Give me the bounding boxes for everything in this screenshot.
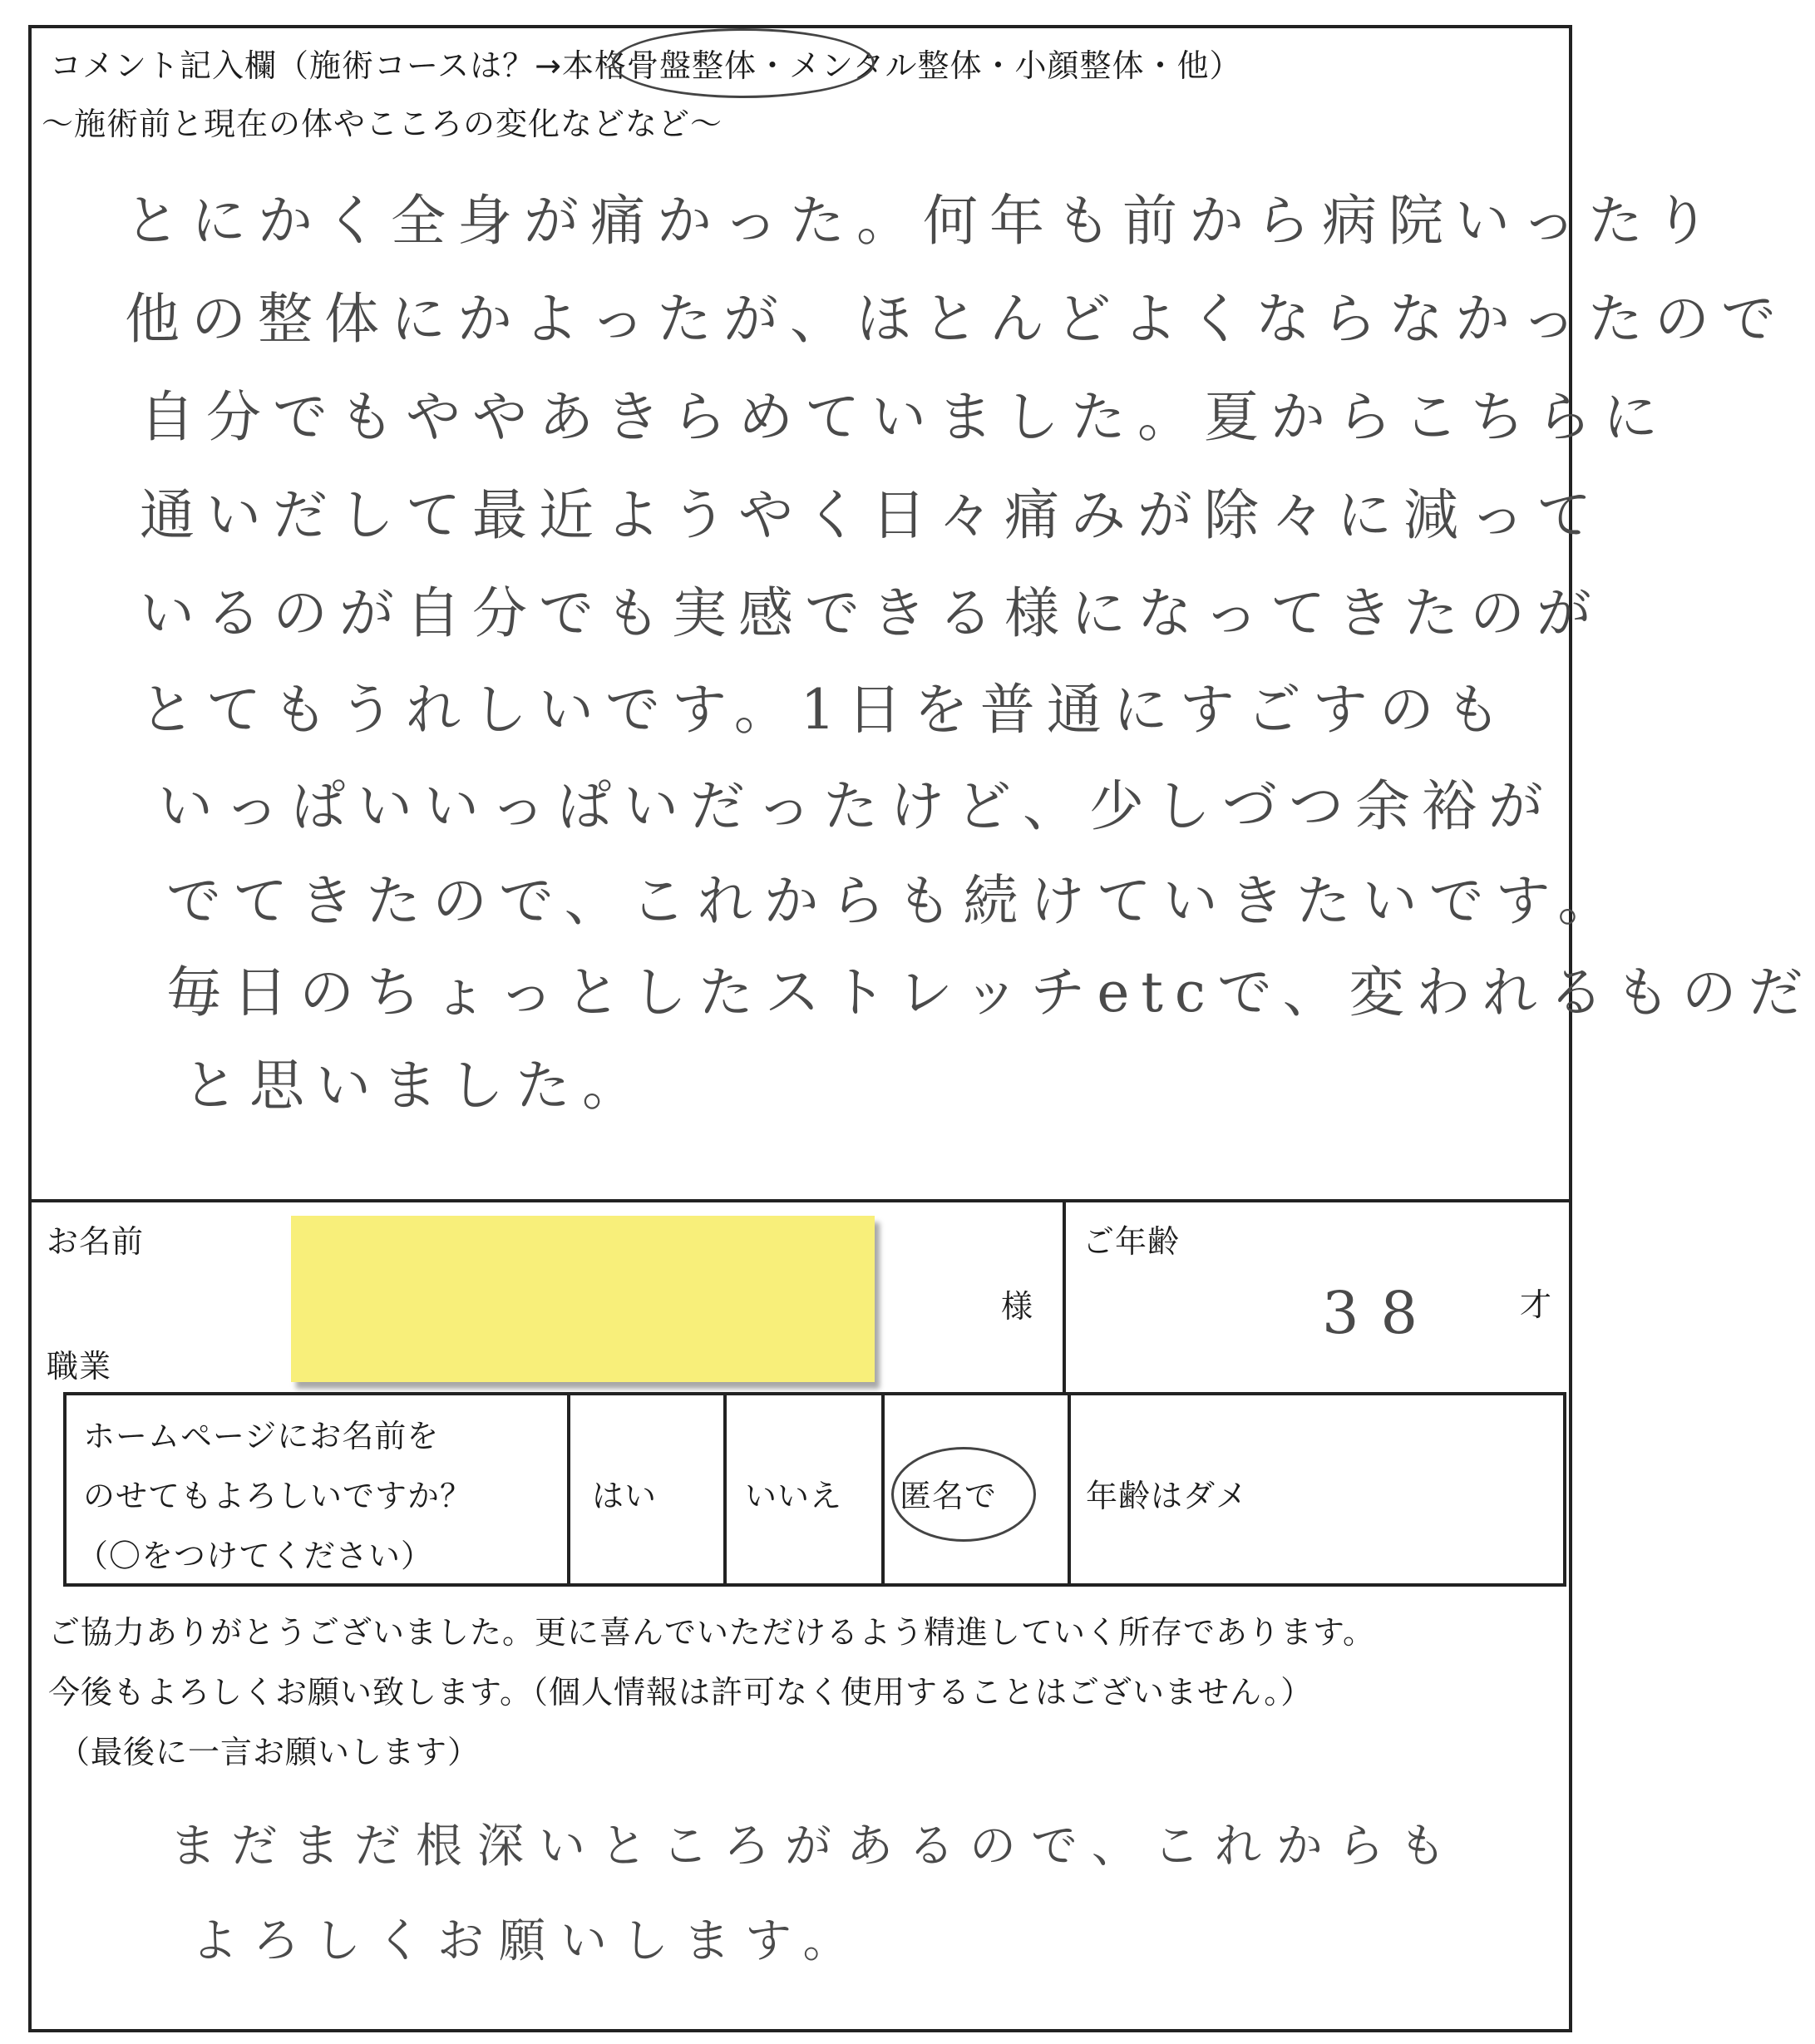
table-divider: [1068, 1392, 1071, 1587]
table-divider: [567, 1392, 570, 1587]
comment-line: 通いだして最近ようやく日々痛みが除々に減って: [140, 483, 1603, 547]
table-divider: [881, 1392, 885, 1587]
header-prefix: コメント記入欄（施術コースは？→: [50, 47, 562, 84]
header-line-2: ～施術前と現在の体やこころの変化などなど～: [42, 106, 723, 142]
comment-line: と思いました。: [183, 1054, 649, 1118]
consent-question-line: （〇をつけてください）: [76, 1538, 434, 1574]
age-note: 年齢はダメ: [1086, 1478, 1249, 1514]
last-word-line: よろしくお願いします。: [191, 1914, 865, 1968]
comment-line: とてもうれしいです。1日を普通にすごすのも: [140, 678, 1512, 742]
comment-line: いるのが自分でも実感できる様になってきたのが: [140, 581, 1603, 645]
option-anonymous: 匿名で: [900, 1478, 998, 1514]
table-divider: [723, 1392, 727, 1587]
consent-question-line: のせてもよろしいですか？: [83, 1478, 473, 1514]
header-suffix: ・メンタル整体・小顔整体・他）: [756, 47, 1242, 84]
regards-text: 今後もよろしくお願い致します。（個人情報は許可なく使用することはございません。）: [48, 1674, 1314, 1711]
thanks-text: ご協力ありがとうございました。更に喜んでいただけるよう精進していく所存であります。: [48, 1614, 1375, 1651]
option-yes: はい: [592, 1478, 658, 1514]
age-label: ご年齢: [1083, 1223, 1181, 1260]
job-label: 職業: [47, 1348, 112, 1385]
option-no: いいえ: [745, 1478, 843, 1514]
comment-line: でてきたので、これからも続けていきたいです。: [166, 869, 1625, 933]
comment-line: いっぱいいっぱいだったけど、少しづつ余裕が: [158, 774, 1555, 838]
last-word-label: （最後に一言お願いします）: [58, 1734, 481, 1770]
age-value: 38: [1322, 1279, 1440, 1347]
name-label: お名前: [47, 1223, 145, 1260]
last-word-line: まだまだ根深いところがあるので、これからも: [170, 1819, 1461, 1874]
age-divider: [1063, 1199, 1066, 1392]
honorific-label: 様: [1001, 1288, 1034, 1325]
section-divider: [30, 1199, 1571, 1202]
age-unit: 才: [1520, 1286, 1553, 1323]
comment-line: 自分でもややあきらめていました。夏からこちらに: [140, 385, 1670, 449]
course-selected: 本格骨盤整体: [561, 47, 757, 84]
consent-question-line: ホームページにお名前を: [83, 1418, 440, 1454]
comment-line: 毎日のちょっとしたストレッチetcで、変われるものだ: [166, 960, 1815, 1024]
comment-line: 他の整体にかよったが、ほとんどよくならなかったので: [125, 287, 1788, 351]
anonymous-circle-mark: [891, 1447, 1036, 1542]
course-circle-mark: [612, 28, 875, 98]
redaction-sticky-note: [291, 1216, 875, 1382]
comment-line: とにかく全身が痛かった。何年も前から病院いったり: [125, 189, 1721, 253]
